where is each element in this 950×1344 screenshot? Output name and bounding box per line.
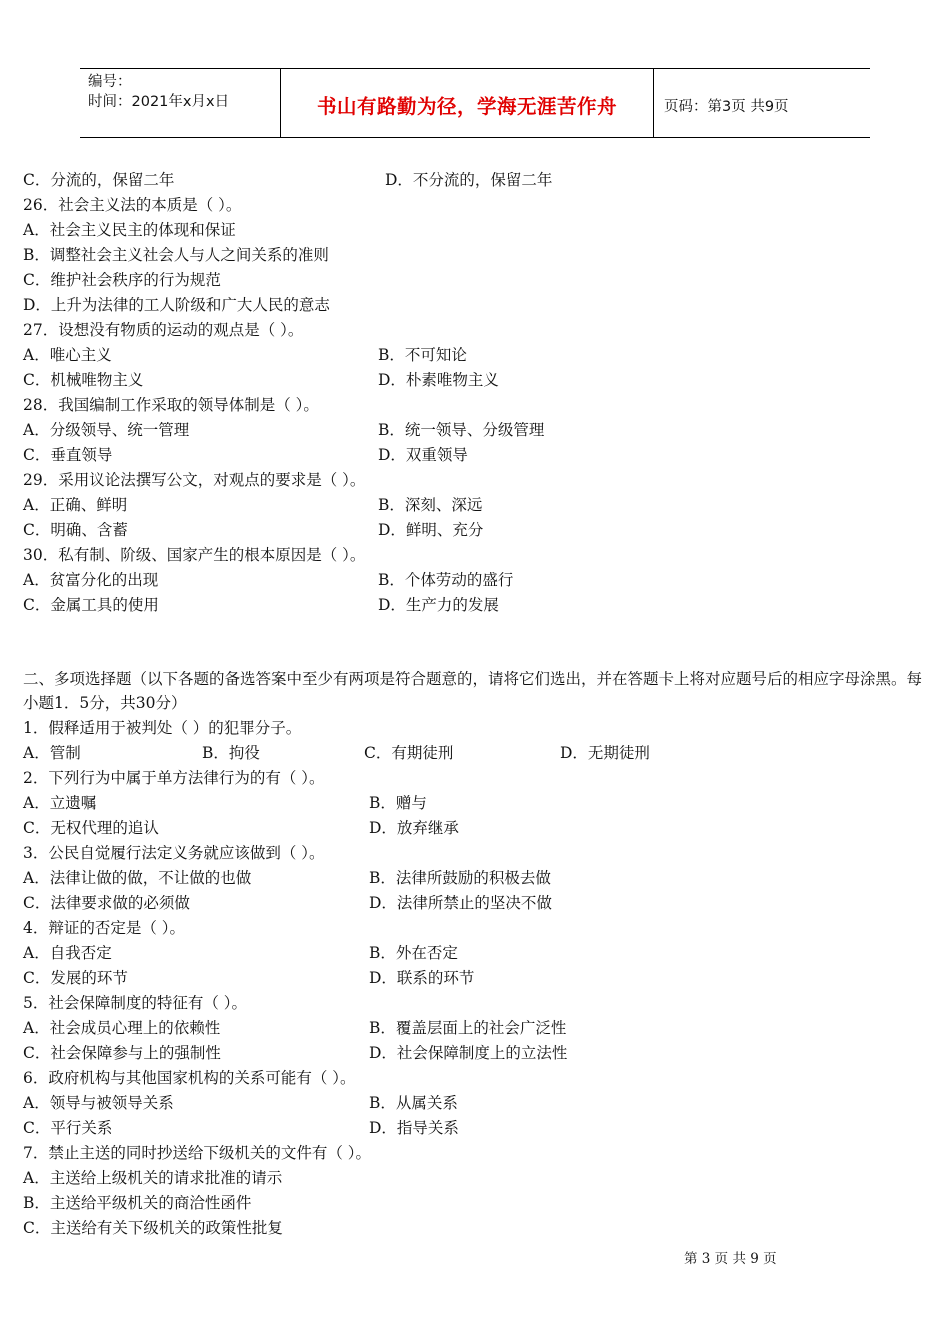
q28-option-a: A．分级领导、统一管理 [23, 421, 190, 439]
m6-stem: 6．政府机构与其他国家机构的关系可能有（ ）。 [23, 1069, 356, 1087]
q29-option-d: D．鲜明、充分 [378, 521, 484, 539]
m3-stem: 3．公民自觉履行法定义务就应该做到（ ）。 [23, 844, 325, 862]
m1-stem: 1．假释适用于被判处（ ）的犯罪分子。 [23, 719, 302, 737]
q26-option-c: C．维护社会秩序的行为规范 [23, 271, 221, 289]
q29-option-b: B．深刻、深远 [378, 496, 483, 514]
m2-option-d: D．放弃继承 [369, 819, 459, 837]
q28-option-b: B．统一领导、分级管理 [378, 421, 545, 439]
q26-option-b: B．调整社会主义社会人与人之间关系的准则 [23, 246, 329, 264]
motto: 书山有路勤为径，学海无涯苦作舟 [316, 95, 617, 118]
q27-option-c: C．机械唯物主义 [23, 371, 144, 389]
q26-option-d: D．上升为法律的工人阶级和广大人民的意志 [23, 296, 330, 314]
m4-option-c: C．发展的环节 [23, 969, 128, 987]
header-motto-cell [281, 69, 654, 137]
time-label: 时间：2021年x月x日 [88, 94, 230, 110]
document-header [80, 68, 870, 138]
q27-option-b: B．不可知论 [378, 346, 467, 364]
m7-option-b: B．主送给平级机关的商洽性函件 [23, 1194, 252, 1212]
q30-option-a: A．贫富分化的出现 [23, 571, 159, 589]
section2-title: 二、多项选择题（以下各题的备选答案中至少有两项是符合题意的，请将它们选出，并在答题卡上将对应题号后的相应字母涂黑。每小题1．5分，共30分） [23, 670, 923, 712]
m3-option-a: A．法律让做的做，不让做的也做 [23, 869, 252, 887]
m4-option-b: B．外在否定 [369, 944, 458, 962]
q26-option-a: A．社会主义民主的体现和保证 [23, 221, 236, 239]
m4-option-d: D．联系的环节 [369, 969, 475, 987]
q27-option-d: D．朴素唯物主义 [378, 371, 499, 389]
q30-option-b: B．个体劳动的盛行 [378, 571, 514, 589]
m5-option-a: A．社会成员心理上的依赖性 [23, 1019, 221, 1037]
m4-option-a: A．自我否定 [23, 944, 112, 962]
q25-option-c: C．分流的，保留二年 [23, 171, 175, 189]
m5-option-c: C．社会保障参与上的强制性 [23, 1044, 221, 1062]
m3-option-b: B．法律所鼓励的积极去做 [369, 869, 551, 887]
q28-stem: 28．我国编制工作采取的领导体制是（ ）。 [23, 396, 319, 414]
m3-option-d: D．法律所禁止的坚决不做 [369, 894, 552, 912]
m6-option-c: C．平行关系 [23, 1119, 113, 1137]
page-label: 页码：第3页 共9页 [664, 98, 789, 115]
m2-stem: 2．下列行为中属于单方法律行为的有（ ）。 [23, 769, 325, 787]
q28-option-c: C．垂直领导 [23, 446, 113, 464]
m5-option-b: B．覆盖层面上的社会广泛性 [369, 1019, 567, 1037]
m1-option-d: D．无期徒刑 [560, 744, 650, 762]
header-page-cell [654, 69, 870, 137]
m2-option-a: A．立遗嘱 [23, 794, 97, 812]
m2-option-b: B．赠与 [369, 794, 427, 812]
m7-option-a: A．主送给上级机关的请求批准的请示 [23, 1169, 283, 1187]
page-footer: 第 3 页 共 9 页 [684, 1251, 777, 1267]
q29-option-a: A．正确、鲜明 [23, 496, 128, 514]
q27-option-a: A．唯心主义 [23, 346, 112, 364]
q25-option-d: D．不分流的，保留二年 [385, 171, 553, 189]
q30-option-d: D．生产力的发展 [378, 596, 499, 614]
q29-option-c: C．明确、含蓄 [23, 521, 128, 539]
m1-option-a: A．管制 [23, 744, 81, 762]
number-label: 编号： [88, 74, 132, 90]
m1-option-b: B．拘役 [202, 744, 260, 762]
m5-stem: 5．社会保障制度的特征有（ ）。 [23, 994, 248, 1012]
header-info-cell [80, 69, 281, 137]
q30-stem: 30．私有制、阶级、国家产生的根本原因是（ ）。 [23, 546, 366, 564]
q30-option-c: C．金属工具的使用 [23, 596, 159, 614]
m1-option-c: C．有期徒刑 [364, 744, 454, 762]
m7-option-c: C．主送给有关下级机关的政策性批复 [23, 1219, 283, 1237]
m6-option-b: B．从属关系 [369, 1094, 458, 1112]
q28-option-d: D．双重领导 [378, 446, 468, 464]
m5-option-d: D．社会保障制度上的立法性 [369, 1044, 568, 1062]
q29-stem: 29．采用议论法撰写公文，对观点的要求是（ ）。 [23, 471, 366, 489]
m6-option-d: D．指导关系 [369, 1119, 459, 1137]
m4-stem: 4．辩证的否定是（ ）。 [23, 919, 186, 937]
m7-stem: 7．禁止主送的同时抄送给下级机关的文件有（ ）。 [23, 1144, 372, 1162]
m6-option-a: A．领导与被领导关系 [23, 1094, 174, 1112]
q26-stem: 26．社会主义法的本质是（ ）。 [23, 196, 242, 214]
q27-stem: 27．设想没有物质的运动的观点是（ ）。 [23, 321, 304, 339]
m3-option-c: C．法律要求做的必须做 [23, 894, 190, 912]
m2-option-c: C．无权代理的追认 [23, 819, 159, 837]
